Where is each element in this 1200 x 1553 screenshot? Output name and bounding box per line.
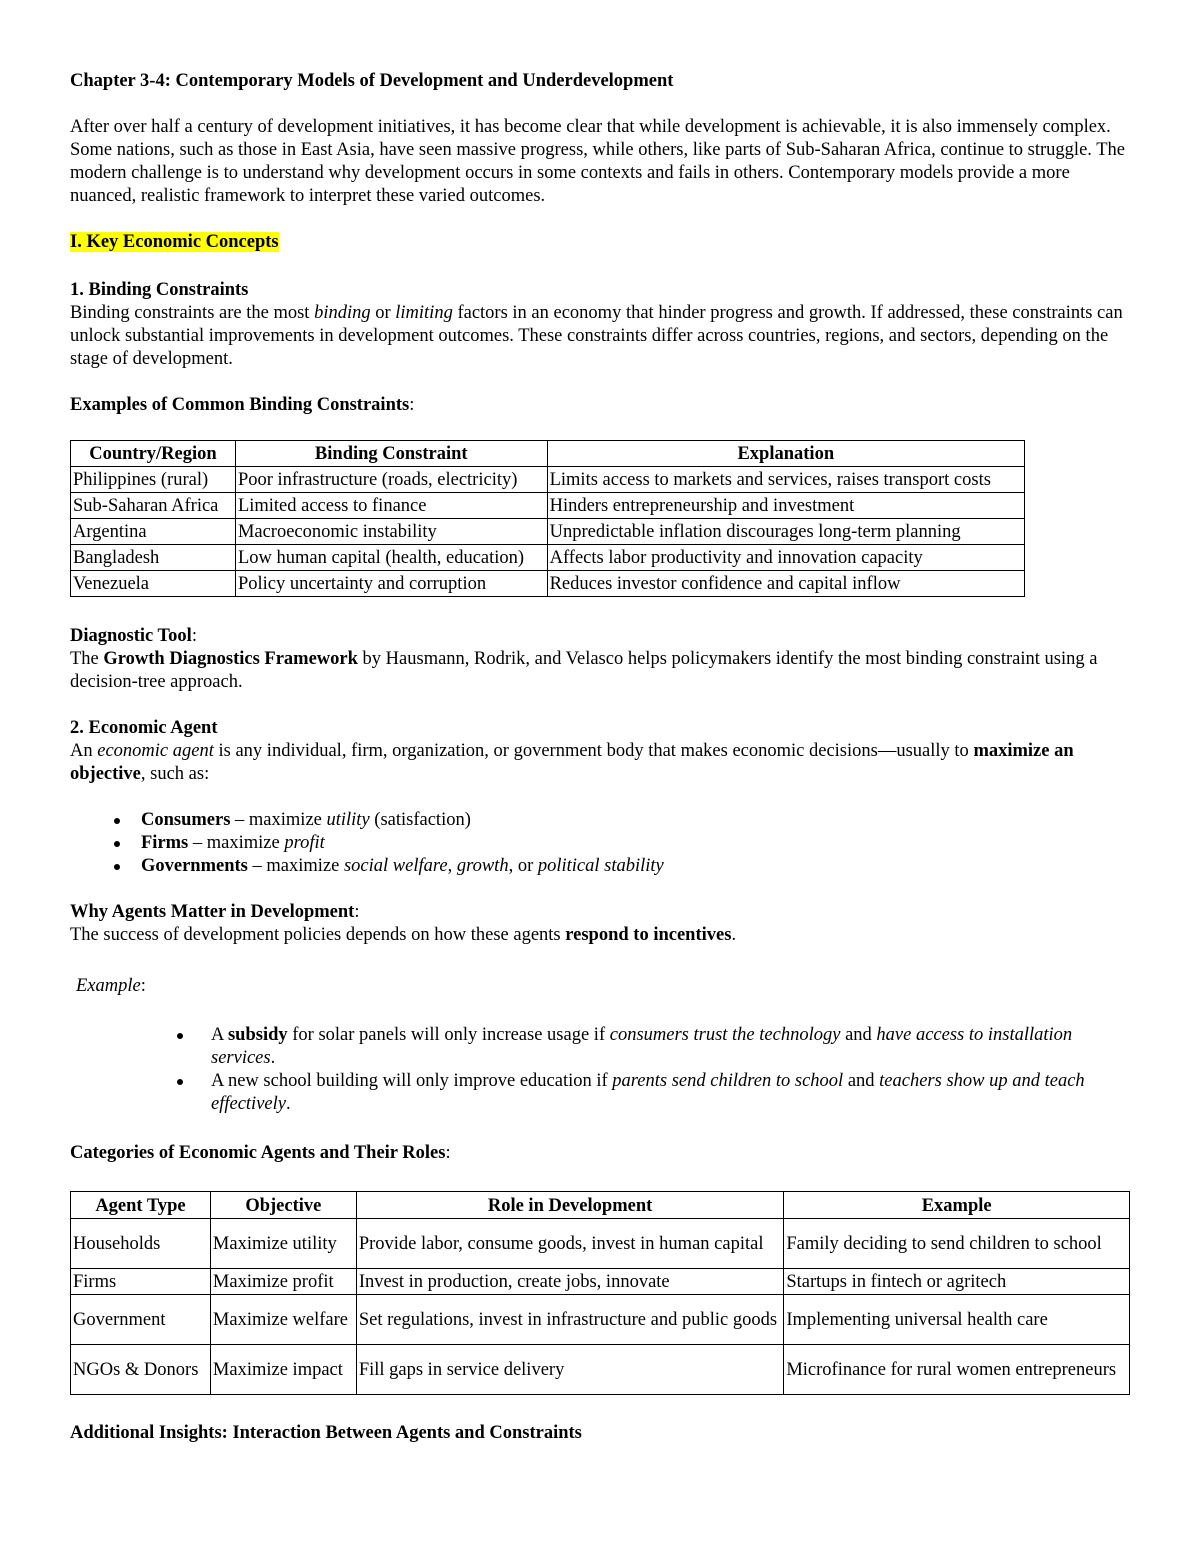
table-row <box>71 519 1025 545</box>
binding-constraints-paragraph: Binding constraints are the most binding or limiting factors in an economy that hinder progress and growth. If addressed, these constraints can unlock substantial improvements in development outcomes. These constraints differ across countries, regions, and sectors, depending on the stage of development. <box>70 303 1123 369</box>
table-row <box>71 1345 1130 1395</box>
table-cell: Family deciding to send children to school <box>784 1219 1130 1269</box>
table-cell: Reduces investor confidence and capital inflow <box>547 571 1024 597</box>
table-cell: Invest in production, create jobs, innovate <box>356 1269 784 1295</box>
column-header: Binding Constraint <box>235 441 547 467</box>
table-row <box>71 1219 1130 1269</box>
examples-list <box>70 1024 1132 1116</box>
economic-agent-heading: 2. Economic Agent <box>70 718 218 738</box>
column-header: Example <box>784 1192 1130 1219</box>
column-header: Role in Development <box>356 1192 784 1219</box>
table-cell: Limited access to finance <box>235 493 547 519</box>
table-cell: Unpredictable inflation discourages long-term planning <box>547 519 1024 545</box>
table-row <box>71 493 1025 519</box>
table-cell: Government <box>71 1295 211 1345</box>
table-cell: Provide labor, consume goods, invest in human capital <box>356 1219 784 1269</box>
table-row <box>71 571 1025 597</box>
table-cell: Implementing universal health care <box>784 1295 1130 1345</box>
binding-constraints-heading: 1. Binding Constraints <box>70 280 249 300</box>
why-agents-paragraph: The success of development policies depends on how these agents respond to incentives. <box>70 925 737 945</box>
table-row <box>71 545 1025 571</box>
table-cell: Limits access to markets and services, raises transport costs <box>547 467 1024 493</box>
table-cell: Bangladesh <box>71 545 236 571</box>
intro-paragraph: After over half a century of development initiatives, it has become clear that while development is achievable, it is also immensely complex. Some nations, such as those in East Asia, have seen massive progress, while others, like parts of Sub-Saharan Africa, continue to struggle. The modern challenge is to understand why development occurs in some contexts and fails in others. Contemporary models provide a more nuanced, realistic framework to interpret these varied outcomes. <box>70 117 1125 206</box>
list-item: Firms – maximize profit <box>70 832 1132 855</box>
table-cell: Maximize profit <box>210 1269 356 1295</box>
agent-categories-table <box>70 1191 1130 1395</box>
table-cell: Set regulations, invest in infrastructure and public goods <box>356 1295 784 1345</box>
table-cell: Philippines (rural) <box>71 467 236 493</box>
document-page <box>70 70 1132 1445</box>
binding-constraints-table <box>70 440 1025 597</box>
table-cell: Households <box>71 1219 211 1269</box>
list-item: Consumers – maximize utility (satisfaction) <box>70 809 1132 832</box>
table-header-row <box>71 1192 1130 1219</box>
why-agents-heading: Why Agents Matter in Development: <box>70 902 360 922</box>
table-cell: NGOs & Donors <box>71 1345 211 1395</box>
table-cell: Maximize utility <box>210 1219 356 1269</box>
table-row <box>71 1269 1130 1295</box>
table-row <box>71 1295 1130 1345</box>
highlighted-heading-text: I. Key Economic Concepts <box>70 232 279 252</box>
table-cell: Poor infrastructure (roads, electricity) <box>235 467 547 493</box>
example-label: Example: <box>76 976 146 996</box>
table-cell: Affects labor productivity and innovation capacity <box>547 545 1024 571</box>
table-cell: Sub-Saharan Africa <box>71 493 236 519</box>
table-cell: Venezuela <box>71 571 236 597</box>
diagnostic-tool-heading: Diagnostic Tool: <box>70 626 197 646</box>
table-cell: Policy uncertainty and corruption <box>235 571 547 597</box>
agent-objectives-list <box>70 809 1132 878</box>
table-cell: Macroeconomic instability <box>235 519 547 545</box>
list-item: Governments – maximize social welfare, growth, or political stability <box>70 855 1132 878</box>
table-header-row <box>71 441 1025 467</box>
column-header: Objective <box>210 1192 356 1219</box>
table-cell: Argentina <box>71 519 236 545</box>
table-cell: Microfinance for rural women entrepreneurs <box>784 1345 1130 1395</box>
categories-heading: Categories of Economic Agents and Their Roles: <box>70 1143 451 1163</box>
table-cell: Hinders entrepreneurship and investment <box>547 493 1024 519</box>
column-header: Explanation <box>547 441 1024 467</box>
diagnostic-tool-paragraph: The Growth Diagnostics Framework by Hausmann, Rodrik, and Velasco helps policymakers identify the most binding constraint using a decision-tree approach. <box>70 649 1098 692</box>
table-cell: Maximize impact <box>210 1345 356 1395</box>
column-header: Country/Region <box>71 441 236 467</box>
list-item: A subsidy for solar panels will only increase usage if consumers trust the technology and have access to installation services. <box>70 1024 1132 1070</box>
table-cell: Startups in fintech or agritech <box>784 1269 1130 1295</box>
list-item: A new school building will only improve education if parents send children to school and teachers show up and teach effectively. <box>70 1070 1132 1116</box>
additional-insights-heading: Additional Insights: Interaction Between Agents and Constraints <box>70 1423 582 1443</box>
table-cell: Low human capital (health, education) <box>235 545 547 571</box>
table-row <box>71 467 1025 493</box>
section-heading-key-concepts <box>70 231 1132 254</box>
page-title: Chapter 3-4: Contemporary Models of Development and Underdevelopment <box>70 71 674 91</box>
economic-agent-paragraph: An economic agent is any individual, firm, organization, or government body that makes economic decisions—usually to maximize an objective, such as: <box>70 741 1074 784</box>
table-cell: Fill gaps in service delivery <box>356 1345 784 1395</box>
examples-heading: Examples of Common Binding Constraints: <box>70 395 415 415</box>
column-header: Agent Type <box>71 1192 211 1219</box>
table-cell: Maximize welfare <box>210 1295 356 1345</box>
table-cell: Firms <box>71 1269 211 1295</box>
